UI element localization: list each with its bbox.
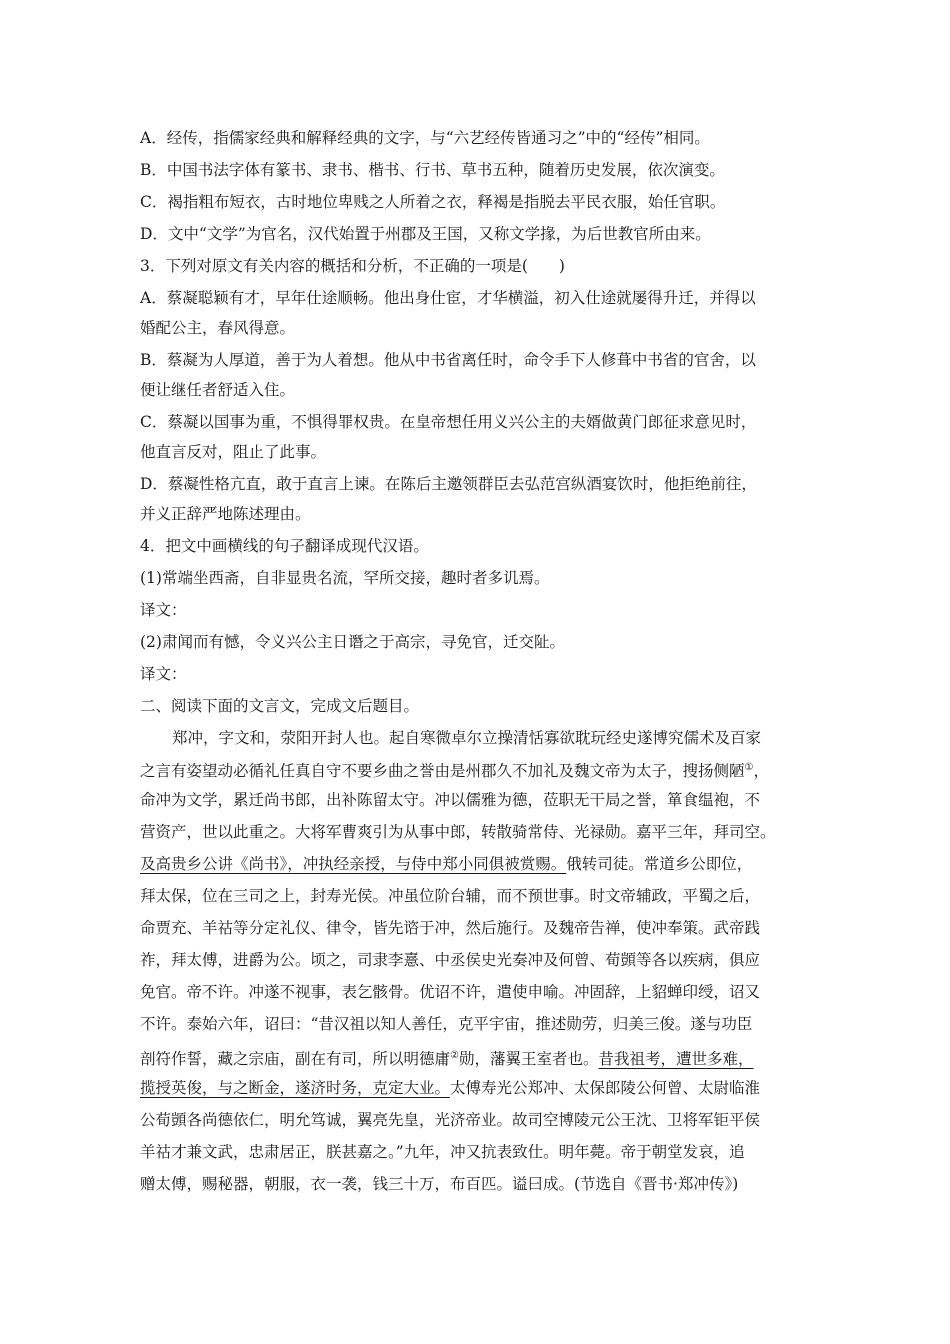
q3-option-a-line1: A．蔡凝聪颖有才，早年仕途顺畅。他出身仕宦，才华横溢，初入仕途就屡得升迁，并得以	[140, 289, 756, 307]
q2-option-a: A．经传，指儒家经典和解释经典的文字，与“六艺经传皆通习之”中的“经传”相同。	[140, 129, 710, 147]
underlined-sentence-2a: 昔我祖考，遭世多难，	[598, 1050, 754, 1069]
underlined-sentence-2b: 揽授英俊，与之断金，遂济时务，克定大业。	[140, 1079, 451, 1097]
passage-line-13: 公荀顗各尚德依仁，明允笃诚，翼亮先皇，光济帝业。故司空博陵元公王沈、卫将军钜平侯	[140, 1111, 761, 1129]
q3-option-c-line2: 他直言反对，阻止了此事。	[140, 443, 327, 461]
footnote-marker-1: ①	[744, 762, 754, 773]
q3-option-b-line2: 便让继任者舒适入住。	[140, 381, 296, 399]
passage-line-1: 郑冲，字文和，荥阳开封人也。起自寒微卓尔立操清恬寡欲耽玩经史遂博究儒术及百家	[172, 729, 762, 747]
underlined-sentence-1: 及高贵乡公讲《尚书》，冲执经亲授，与侍中郑小同俱被赏赐。	[140, 855, 567, 873]
passage-line-9: 免官。帝不许。冲遂不视事，表乞骸骨。优诏不许，遣使申喻。冲固辞，上貂蝉印绶，诏又	[140, 983, 761, 1001]
passage-line-5: 及高贵乡公讲《尚书》，冲执经亲授，与侍中郑小同俱被赏赐。俄转司徒。常道乡公即位，	[140, 855, 753, 873]
q3-stem: 3．下列对原文有关内容的概括和分析，不正确的一项是( )	[140, 257, 565, 275]
section2-heading: 二、阅读下面的文言文，完成文后题目。	[140, 697, 420, 715]
passage-line-3: 命冲为文学，累迁尚书郎，出补陈留太守。冲以儒雅为德，莅职无干局之誉，箪食缊袍，不	[140, 791, 761, 809]
passage-line-8: 祚，拜太傅，进爵为公。顷之，司隶李憙、中丞侯史光奏冲及何曾、荀顗等各以疾病，俱应	[140, 951, 761, 969]
passage-line-4: 营资产，世以此重之。大将军曹爽引为从事中郎，转散骑常侍、光禄勋。嘉平三年，拜司空。	[140, 823, 776, 841]
q3-option-c-line1: C．蔡凝以国事为重，不惧得罪权贵。在皇帝想任用义兴公主的夫婿做黄门郎征求意见时，	[140, 413, 757, 431]
passage-line-12: 揽授英俊，与之断金，遂济时务，克定大业。太傅寿光公郑冲、太保郎陵公何曾、太尉临淮	[140, 1079, 761, 1097]
passage-line-2: 之言有姿望动必循礼任真自守不要乡曲之誉由是州郡久不加礼及魏文帝为太子，搜扬侧陋①，	[140, 762, 769, 781]
q4-answer-2-label: 译文：	[140, 665, 187, 683]
q3-option-d-line2: 并义正辞严地陈述理由。	[140, 505, 311, 523]
q4-stem: 4．把文中画横线的句子翻译成现代汉语。	[140, 537, 429, 555]
passage-line-7: 命贾充、羊祜等分定礼仪、律令，皆先谘于冲，然后施行。及魏帝告禅，使冲奉策。武帝践	[140, 919, 761, 937]
q4-sentence-1: (1)常端坐西斋，自非显贵名流，罕所交接，趣时者多讥焉。	[140, 569, 550, 587]
q3-option-a-line2: 婚配公主，春风得意。	[140, 319, 296, 337]
passage-line-6: 拜太保，位在三司之上，封寿光侯。冲虽位阶台辅，而不预世事。时文帝辅政，平蜀之后，	[140, 887, 761, 905]
q3-option-b-line1: B．蔡凝为人厚道，善于为人着想。他从中书省离任时，命令手下人修葺中书省的官舍，以	[140, 351, 756, 369]
q2-option-c: C．褐指粗布短衣，古时地位卑贱之人所着之衣，释褐是指脱去平民衣服，始任官职。	[140, 193, 726, 211]
q4-sentence-2: (2)肃闻而有憾，令义兴公主日谮之于高宗，寻免官，迁交阯。	[140, 633, 565, 651]
passage-line-14: 羊祜才兼文武，忠肃居正，朕甚嘉之。”九年，冲又抗表致仕。明年薨。帝于朝堂发哀，追	[140, 1143, 745, 1161]
passage-line-10: 不许。泰始六年，诏曰：“昔汉祖以知人善任，克平宇宙，推述勋劳，归美三俊。遂与功臣	[140, 1015, 753, 1033]
passage-line-11: 剖符作誓，藏之宗庙，副在有司，所以明德庸②勋，藩翼王室者也。昔我祖考，遭世多难，	[140, 1050, 754, 1069]
q3-option-d-line1: D．蔡凝性格亢直，敢于直言上谏。在陈后主邀领群臣去弘范宫纵酒宴饮时，他拒绝前往，	[140, 475, 757, 493]
q4-answer-1-label: 译文：	[140, 601, 187, 619]
footnote-marker-2: ②	[450, 1050, 459, 1061]
q2-option-d: D．文中“文学”为官名，汉代始置于州郡及王国，又称文学掾，为后世教官所由来。	[140, 225, 711, 243]
passage-line-15: 赠太傅，赐秘器，朝服，衣一袭，钱三十万，布百匹。谥曰成。(节选自《晋书·郑冲传》)	[140, 1175, 739, 1193]
q2-option-b: B．中国书法字体有篆书、隶书、楷书、行书、草书五种，随着历史发展，依次演变。	[140, 161, 725, 179]
